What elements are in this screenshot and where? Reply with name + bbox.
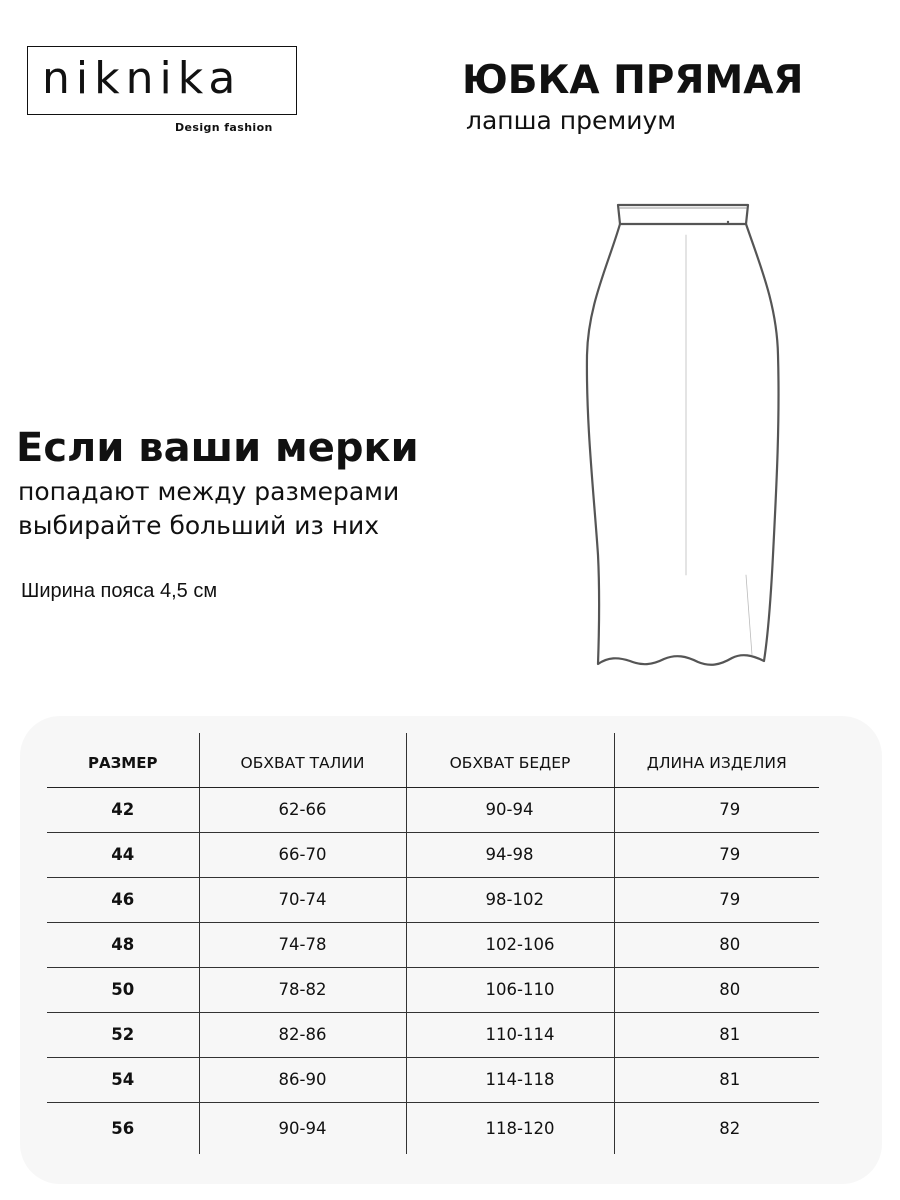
header-hips: ОБХВАТ БЕДЕР [406, 733, 614, 787]
cell-hips: 98-102 [406, 877, 614, 922]
cell-hips: 114-118 [406, 1057, 614, 1102]
cell-size: 46 [47, 877, 199, 922]
cell-waist: 86-90 [199, 1057, 406, 1102]
cell-hips: 110-114 [406, 1012, 614, 1057]
waistband-width-note: Ширина пояса 4,5 см [21, 580, 218, 602]
brand-logo-text: niknika [42, 53, 242, 104]
skirt-illustration [578, 195, 788, 675]
table-row [47, 832, 819, 877]
cell-size: 42 [47, 787, 199, 832]
cell-length: 79 [614, 832, 819, 877]
cell-waist: 70-74 [199, 877, 406, 922]
cell-size: 54 [47, 1057, 199, 1102]
cell-length: 79 [614, 877, 819, 922]
cell-size: 50 [47, 967, 199, 1012]
header-waist: ОБХВАТ ТАЛИИ [199, 733, 406, 787]
cell-waist: 74-78 [199, 922, 406, 967]
advice-line-2: выбирайте больший из них [18, 511, 380, 540]
cell-hips: 118-120 [406, 1102, 614, 1154]
table-row [47, 1057, 819, 1102]
cell-hips: 90-94 [406, 787, 614, 832]
advice-line-1: попадают между размерами [18, 477, 400, 506]
header-length: ДЛИНА ИЗДЕЛИЯ [614, 733, 819, 787]
cell-hips: 106-110 [406, 967, 614, 1012]
cell-length: 79 [614, 787, 819, 832]
product-subtitle: лапша премиум [466, 106, 677, 135]
table-row [47, 1012, 819, 1057]
cell-size: 52 [47, 1012, 199, 1057]
table-row [47, 877, 819, 922]
size-table [47, 733, 819, 1154]
cell-waist: 90-94 [199, 1102, 406, 1154]
cell-size: 56 [111, 1118, 135, 1138]
cell-waist: 66-70 [199, 832, 406, 877]
cell-waist: 78-82 [199, 967, 406, 1012]
cell-waist: 82-86 [199, 1012, 406, 1057]
cell-length: 81 [614, 1012, 819, 1057]
product-title: ЮБКА ПРЯМАЯ [462, 58, 804, 103]
cell-length: 80 [614, 967, 819, 1012]
table-row [47, 1102, 819, 1154]
skirt-body [587, 224, 779, 665]
cell-hips: 102-106 [406, 922, 614, 967]
brand-tagline: Design fashion [175, 121, 273, 134]
cell-size: 44 [47, 832, 199, 877]
table-row [47, 967, 819, 1012]
cell-length: 81 [614, 1057, 819, 1102]
header-size: РАЗМЕР [47, 733, 199, 787]
brand-logo [27, 46, 297, 115]
cell-length: 82 [614, 1102, 819, 1154]
cell-hips: 94-98 [406, 832, 614, 877]
cell-length: 80 [614, 922, 819, 967]
cell-waist: 62-66 [199, 787, 406, 832]
table-header-row [47, 733, 819, 787]
table-row [47, 787, 819, 832]
advice-heading: Если ваши мерки [16, 425, 419, 471]
table-row [47, 922, 819, 967]
cell-size: 48 [47, 922, 199, 967]
